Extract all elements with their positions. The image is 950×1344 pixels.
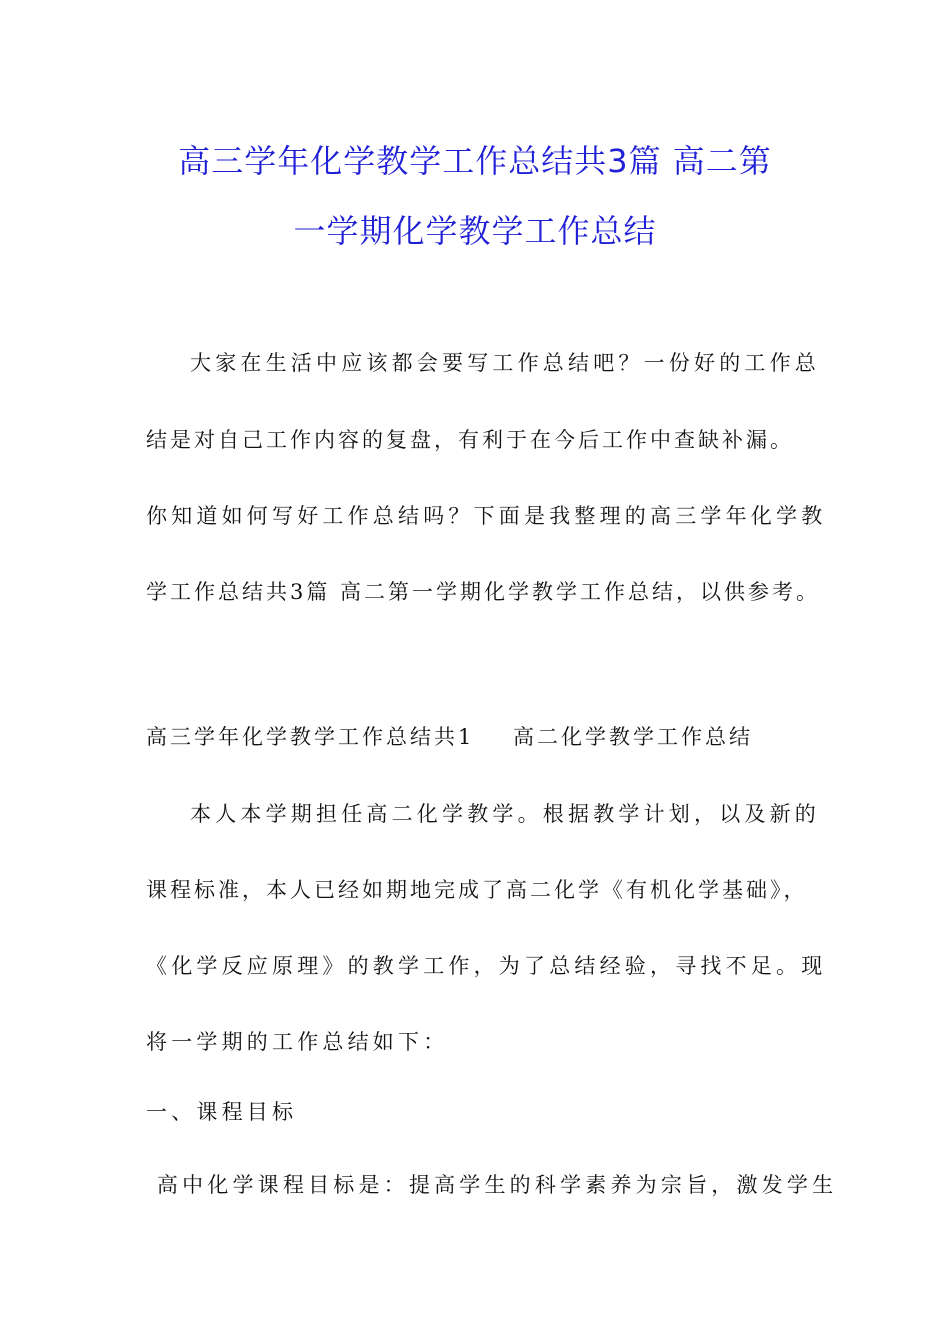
- subheading: 一、课程目标: [146, 1100, 298, 1124]
- body-paragraph-line-4: 将一学期的工作总结如下：: [146, 1030, 449, 1054]
- body-paragraph-line-2: 课程标准，本人已经如期地完成了高二化学《有机化学基础》，: [146, 878, 808, 902]
- document-title-line-1: 高三学年化学教学工作总结共3篇 高二第: [178, 142, 772, 180]
- intro-paragraph-line-1: 大家在生活中应该都会要写工作总结吧？一份好的工作总: [190, 351, 820, 375]
- body-paragraph-line-1: 本人本学期担任高二化学教学。根据教学计划，以及新的: [190, 802, 820, 826]
- document-title-line-2: 一学期化学教学工作总结: [293, 212, 657, 250]
- intro-paragraph-line-3: 你知道如何写好工作总结吗？下面是我整理的高三学年化学教: [146, 504, 827, 528]
- intro-paragraph-line-2: 结是对自己工作内容的复盘，有利于在今后工作中查缺补漏。: [146, 428, 794, 452]
- section-heading: 高三学年化学教学工作总结共1 高二化学教学工作总结: [146, 725, 754, 749]
- body-paragraph-line-5: 高中化学课程目标是：提高学生的科学素养为宗旨，激发学生: [146, 1173, 838, 1197]
- body-paragraph-line-3: 《化学反应原理》的教学工作，为了总结经验，寻找不足。现: [146, 954, 827, 978]
- intro-paragraph-line-4: 学工作总结共3篇 高二第一学期化学教学工作总结，以供参考。: [146, 580, 821, 604]
